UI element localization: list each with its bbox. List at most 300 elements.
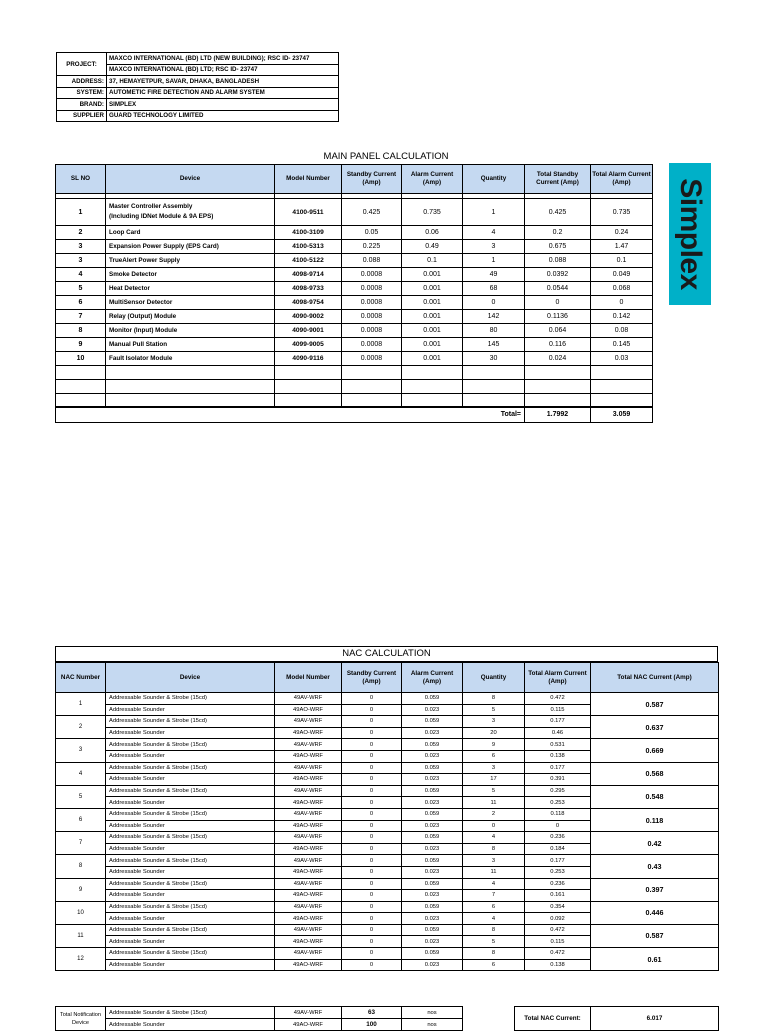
row-total-standby: 0.2: [525, 226, 591, 240]
supplier-value: GUARD TECHNOLOGY LIMITED: [107, 110, 339, 122]
row-model: 4100-9511: [275, 199, 342, 226]
nac-standby: 0: [342, 808, 402, 820]
summary-count-2: 100: [342, 1019, 402, 1031]
empty-cell: [525, 366, 591, 380]
row-device-name: TrueAlert Power Supply: [109, 257, 181, 264]
empty-cell: [275, 380, 342, 394]
row-total-alarm: 1.47: [591, 240, 653, 254]
row-total-standby: 0.024: [525, 352, 591, 366]
nac-device: Addressable Sounder: [106, 820, 275, 832]
empty-cell: [56, 380, 106, 394]
nac-quantity: 8: [463, 924, 525, 936]
nac-number: 1: [56, 693, 106, 716]
main-header-5: Quantity: [463, 165, 525, 194]
nac-quantity: 5: [463, 785, 525, 797]
row-device: [106, 296, 275, 310]
main-header-0: SL NO: [56, 165, 106, 194]
system-value: AUTOMETIC FIRE DETECTION AND ALARM SYSTEM: [107, 87, 339, 99]
nac-total-alarm: 0.253: [525, 797, 591, 809]
nac-alarm: 0.059: [402, 808, 463, 820]
nac-alarm: 0.023: [402, 774, 463, 786]
nac-header-6: Total Alarm Current (Amp): [525, 663, 591, 693]
total-notification-device-label: Total Notification Device: [56, 1007, 106, 1031]
nac-alarm: 0.023: [402, 913, 463, 925]
nac-row: [56, 855, 719, 867]
row-model: 4098-9714: [275, 268, 342, 282]
main-header-4: Alarm Current (Amp): [402, 165, 463, 194]
row-alarm: 0.001: [402, 352, 463, 366]
nac-model: 49AO-WRF: [275, 750, 342, 762]
nac-quantity: 8: [463, 843, 525, 855]
row-sl: 3: [56, 240, 106, 254]
nac-device: Addressable Sounder & Strobe (15cd): [106, 855, 275, 867]
system-label: SYSTEM:: [57, 87, 107, 99]
row-standby: 0.0008: [342, 352, 402, 366]
row-device: [106, 240, 275, 254]
nac-total-current: 0.397: [591, 878, 719, 901]
summary-device-2: Addressable Sounder: [106, 1019, 275, 1031]
total-nac-current-label: Total NAC Current:: [515, 1007, 591, 1031]
main-panel-row: [56, 338, 653, 352]
nac-alarm: 0.059: [402, 901, 463, 913]
main-panel-total-row: [55, 406, 653, 423]
row-device-name: Smoke Detector: [109, 271, 157, 278]
row-standby: 0.225: [342, 240, 402, 254]
main-panel-header-row: [56, 165, 653, 194]
row-total-standby: 0.0544: [525, 282, 591, 296]
row-device-name: Loop Card: [109, 229, 141, 236]
empty-cell: [591, 366, 653, 380]
nac-model: 49AO-WRF: [275, 913, 342, 925]
nac-standby: 0: [342, 913, 402, 925]
row-device-name: Master Controller Assembly: [109, 203, 193, 210]
nac-quantity: 17: [463, 774, 525, 786]
nac-total-alarm: 0.138: [525, 750, 591, 762]
nac-quantity: 20: [463, 727, 525, 739]
row-total-alarm: 0.142: [591, 310, 653, 324]
row-total-alarm: 0.735: [591, 199, 653, 226]
row-device-note: (Including IDNet Module & 9A EPS): [109, 213, 214, 220]
nac-row: [56, 878, 719, 890]
nac-total-alarm: 0.177: [525, 716, 591, 728]
row-model: 4090-9116: [275, 352, 342, 366]
row-standby: 0.05: [342, 226, 402, 240]
nac-model: 49AV-WRF: [275, 855, 342, 867]
nac-standby: 0: [342, 750, 402, 762]
nac-total-alarm: 0.177: [525, 855, 591, 867]
row-total-alarm: 0.24: [591, 226, 653, 240]
row-total-standby: 0.116: [525, 338, 591, 352]
row-model: 4099-9005: [275, 338, 342, 352]
nac-row: [56, 808, 719, 820]
row-total-standby: 0.425: [525, 199, 591, 226]
row-sl: 7: [56, 310, 106, 324]
nac-total-current: 0.568: [591, 762, 719, 785]
row-device-name: Manual Pull Station: [109, 341, 168, 348]
main-panel-row: [56, 296, 653, 310]
total-standby-value: 1.7992: [525, 407, 591, 423]
nac-total-alarm: 0.236: [525, 832, 591, 844]
nac-device: Addressable Sounder: [106, 704, 275, 716]
nac-alarm: 0.023: [402, 704, 463, 716]
total-alarm-value: 3.059: [591, 407, 653, 423]
summary-unit-2: nos: [402, 1019, 463, 1031]
nac-standby: 0: [342, 797, 402, 809]
nac-quantity: 3: [463, 855, 525, 867]
nac-model: 49AO-WRF: [275, 936, 342, 948]
nac-standby: 0: [342, 866, 402, 878]
nac-total-alarm: 0.46: [525, 727, 591, 739]
nac-number: 10: [56, 901, 106, 924]
nac-alarm: 0.059: [402, 693, 463, 705]
row-standby: 0.0008: [342, 338, 402, 352]
main-header-7: Total Alarm Current (Amp): [591, 165, 653, 194]
empty-cell: [106, 366, 275, 380]
nac-model: 49AV-WRF: [275, 785, 342, 797]
nac-number: 8: [56, 855, 106, 878]
nac-total-alarm: 0.092: [525, 913, 591, 925]
nac-number: 12: [56, 948, 106, 971]
nac-device: Addressable Sounder & Strobe (15cd): [106, 924, 275, 936]
nac-total-alarm: 0: [525, 820, 591, 832]
main-panel-row: [56, 324, 653, 338]
row-total-standby: 0.675: [525, 240, 591, 254]
nac-alarm: 0.023: [402, 843, 463, 855]
row-sl: 2: [56, 226, 106, 240]
nac-number: 3: [56, 739, 106, 762]
nac-quantity: 8: [463, 693, 525, 705]
row-sl: 10: [56, 352, 106, 366]
nac-header-1: Device: [106, 663, 275, 693]
nac-device: Addressable Sounder: [106, 936, 275, 948]
nac-total-alarm: 0.118: [525, 808, 591, 820]
nac-device: Addressable Sounder: [106, 959, 275, 971]
nac-alarm: 0.059: [402, 832, 463, 844]
nac-total-alarm: 0.161: [525, 890, 591, 902]
row-quantity: 1: [463, 199, 525, 226]
row-total-standby: 0: [525, 296, 591, 310]
nac-standby: 0: [342, 890, 402, 902]
empty-row: [56, 380, 653, 394]
nac-quantity: 11: [463, 797, 525, 809]
row-alarm: 0.49: [402, 240, 463, 254]
nac-total-alarm: 0.472: [525, 948, 591, 960]
row-total-standby: 0.064: [525, 324, 591, 338]
main-header-6: Total Standby Current (Amp): [525, 165, 591, 194]
main-panel-row: [56, 352, 653, 366]
nac-total-current: 0.61: [591, 948, 719, 971]
nac-standby: 0: [342, 739, 402, 751]
main-header-3: Standby Current (Amp): [342, 165, 402, 194]
nac-standby: 0: [342, 901, 402, 913]
nac-alarm: 0.023: [402, 820, 463, 832]
row-device-name: Fault Isolator Module: [109, 355, 173, 362]
nac-total-alarm: 0.184: [525, 843, 591, 855]
row-quantity: 1: [463, 254, 525, 268]
row-alarm: 0.06: [402, 226, 463, 240]
nac-model: 49AV-WRF: [275, 693, 342, 705]
row-device: [106, 310, 275, 324]
empty-cell: [342, 366, 402, 380]
nac-model: 49AV-WRF: [275, 901, 342, 913]
brand-value: SIMPLEX: [107, 99, 339, 111]
main-panel-row: [56, 226, 653, 240]
row-alarm: 0.1: [402, 254, 463, 268]
row-total-standby: 0.088: [525, 254, 591, 268]
row-alarm: 0.001: [402, 296, 463, 310]
nac-total-alarm: 0.472: [525, 924, 591, 936]
nac-alarm: 0.059: [402, 785, 463, 797]
nac-model: 49AO-WRF: [275, 820, 342, 832]
summary-model-1: 49AV-WRF: [275, 1007, 342, 1019]
nac-device: Addressable Sounder & Strobe (15cd): [106, 716, 275, 728]
main-panel-row: [56, 199, 653, 226]
nac-quantity: 4: [463, 913, 525, 925]
row-device-name: Heat Detector: [109, 285, 150, 292]
nac-quantity: 4: [463, 832, 525, 844]
nac-device: Addressable Sounder & Strobe (15cd): [106, 832, 275, 844]
row-total-standby: 0.0392: [525, 268, 591, 282]
nac-standby: 0: [342, 727, 402, 739]
row-device: [106, 324, 275, 338]
nac-standby: 0: [342, 762, 402, 774]
nac-alarm: 0.059: [402, 762, 463, 774]
nac-number: 5: [56, 785, 106, 808]
nac-device: Addressable Sounder: [106, 750, 275, 762]
nac-standby: 0: [342, 785, 402, 797]
main-panel-row: [56, 310, 653, 324]
nac-quantity: 5: [463, 936, 525, 948]
row-total-alarm: 0.049: [591, 268, 653, 282]
row-quantity: 142: [463, 310, 525, 324]
summary-spacer: [463, 1007, 515, 1031]
main-panel-row: [56, 282, 653, 296]
nac-device: Addressable Sounder: [106, 774, 275, 786]
empty-cell: [56, 366, 106, 380]
total-nac-current-value: 6.017: [591, 1007, 719, 1031]
row-alarm: 0.001: [402, 268, 463, 282]
nac-total-current: 0.669: [591, 739, 719, 762]
nac-row: [56, 901, 719, 913]
nac-alarm: 0.023: [402, 959, 463, 971]
row-model: 4090-9002: [275, 310, 342, 324]
nac-alarm: 0.023: [402, 866, 463, 878]
summary-model-2: 49AO-WRF: [275, 1019, 342, 1031]
nac-number: 2: [56, 716, 106, 739]
nac-standby: 0: [342, 878, 402, 890]
nac-total-alarm: 0.177: [525, 762, 591, 774]
row-model: 4100-3109: [275, 226, 342, 240]
nac-device: Addressable Sounder: [106, 727, 275, 739]
nac-alarm: 0.059: [402, 716, 463, 728]
row-quantity: 4: [463, 226, 525, 240]
nac-total-alarm: 0.253: [525, 866, 591, 878]
nac-quantity: 6: [463, 750, 525, 762]
row-device: [106, 226, 275, 240]
row-standby: 0.0008: [342, 310, 402, 324]
nac-quantity: 5: [463, 704, 525, 716]
empty-cell: [402, 380, 463, 394]
project-info-table: [56, 52, 339, 122]
row-model: 4098-9733: [275, 282, 342, 296]
nac-model: 49AV-WRF: [275, 739, 342, 751]
nac-quantity: 8: [463, 948, 525, 960]
nac-quantity: 7: [463, 890, 525, 902]
nac-number: 6: [56, 808, 106, 831]
row-quantity: 49: [463, 268, 525, 282]
nac-standby: 0: [342, 936, 402, 948]
nac-standby: 0: [342, 924, 402, 936]
nac-total-current: 0.446: [591, 901, 719, 924]
nac-alarm: 0.059: [402, 878, 463, 890]
nac-model: 49AO-WRF: [275, 727, 342, 739]
nac-model: 49AO-WRF: [275, 866, 342, 878]
nac-model: 49AV-WRF: [275, 808, 342, 820]
nac-header-0: NAC Number: [56, 663, 106, 693]
row-alarm: 0.735: [402, 199, 463, 226]
nac-standby: 0: [342, 959, 402, 971]
row-alarm: 0.001: [402, 324, 463, 338]
nac-total-alarm: 0.295: [525, 785, 591, 797]
nac-standby: 0: [342, 855, 402, 867]
row-alarm: 0.001: [402, 338, 463, 352]
nac-device: Addressable Sounder & Strobe (15cd): [106, 808, 275, 820]
nac-total-alarm: 0.138: [525, 959, 591, 971]
empty-cell: [525, 380, 591, 394]
row-alarm: 0.001: [402, 282, 463, 296]
nac-standby: 0: [342, 948, 402, 960]
nac-total-current: 0.548: [591, 785, 719, 808]
empty-cell: [591, 380, 653, 394]
project-line-1: MAXCO INTERNATIONAL (BD) LTD (NEW BUILDING); RSC ID- 23747: [107, 53, 339, 65]
nac-device: Addressable Sounder: [106, 843, 275, 855]
row-device: [106, 199, 275, 226]
row-quantity: 80: [463, 324, 525, 338]
nac-standby: 0: [342, 716, 402, 728]
nac-total-alarm: 0.115: [525, 936, 591, 948]
row-sl: 6: [56, 296, 106, 310]
nac-total-alarm: 0.531: [525, 739, 591, 751]
nac-model: 49AV-WRF: [275, 716, 342, 728]
nac-title: NAC CALCULATION: [55, 646, 718, 662]
simplex-logo: [669, 163, 711, 305]
nac-quantity: 6: [463, 959, 525, 971]
row-model: 4090-9001: [275, 324, 342, 338]
row-standby: 0.425: [342, 199, 402, 226]
row-sl: 3: [56, 254, 106, 268]
summary-unit-1: nos: [402, 1007, 463, 1019]
empty-cell: [463, 380, 525, 394]
nac-model: 49AV-WRF: [275, 948, 342, 960]
row-standby: 0.088: [342, 254, 402, 268]
nac-row: [56, 762, 719, 774]
row-total-alarm: 0: [591, 296, 653, 310]
row-quantity: 0: [463, 296, 525, 310]
nac-header-5: Quantity: [463, 663, 525, 693]
row-device: [106, 268, 275, 282]
nac-row: [56, 785, 719, 797]
nac-total-current: 0.118: [591, 808, 719, 831]
nac-row: [56, 739, 719, 751]
empty-cell: [275, 366, 342, 380]
nac-number: 7: [56, 832, 106, 855]
nac-device: Addressable Sounder & Strobe (15cd): [106, 878, 275, 890]
simplex-logo-text: Simplex: [674, 178, 707, 290]
row-standby: 0.0008: [342, 268, 402, 282]
summary-device-1: Addressable Sounder & Strobe (15cd): [106, 1007, 275, 1019]
empty-cell: [463, 366, 525, 380]
empty-cell: [106, 380, 275, 394]
main-panel-row: [56, 268, 653, 282]
row-total-alarm: 0.145: [591, 338, 653, 352]
row-device: [106, 282, 275, 296]
nac-total-alarm: 0.472: [525, 693, 591, 705]
row-sl: 8: [56, 324, 106, 338]
nac-alarm: 0.059: [402, 948, 463, 960]
row-quantity: 3: [463, 240, 525, 254]
nac-model: 49AO-WRF: [275, 890, 342, 902]
nac-alarm: 0.023: [402, 727, 463, 739]
row-alarm: 0.001: [402, 310, 463, 324]
total-label: Total=: [56, 407, 525, 423]
nac-row: [56, 693, 719, 705]
nac-alarm: 0.023: [402, 890, 463, 902]
nac-quantity: 6: [463, 901, 525, 913]
nac-total-current: 0.637: [591, 716, 719, 739]
empty-cell: [402, 366, 463, 380]
main-panel-row: [56, 240, 653, 254]
nac-standby: 0: [342, 832, 402, 844]
nac-model: 49AV-WRF: [275, 762, 342, 774]
nac-alarm: 0.059: [402, 739, 463, 751]
main-header-1: Device: [106, 165, 275, 194]
nac-header-3: Standby Current (Amp): [342, 663, 402, 693]
nac-device: Addressable Sounder & Strobe (15cd): [106, 739, 275, 751]
nac-model: 49AO-WRF: [275, 797, 342, 809]
row-model: 4098-9754: [275, 296, 342, 310]
nac-device: Addressable Sounder & Strobe (15cd): [106, 785, 275, 797]
row-total-standby: 0.1136: [525, 310, 591, 324]
summary-count-1: 63: [342, 1007, 402, 1019]
nac-row: [56, 924, 719, 936]
empty-row: [56, 366, 653, 380]
nac-number: 4: [56, 762, 106, 785]
row-device-name: Monitor (Input) Module: [109, 327, 178, 334]
nac-model: 49AO-WRF: [275, 774, 342, 786]
nac-number: 11: [56, 924, 106, 947]
row-sl: 5: [56, 282, 106, 296]
brand-label: BRAND:: [57, 99, 107, 111]
nac-row: [56, 948, 719, 960]
nac-header-2: Model Number: [275, 663, 342, 693]
nac-total-current: 0.43: [591, 855, 719, 878]
nac-device: Addressable Sounder & Strobe (15cd): [106, 948, 275, 960]
nac-device: Addressable Sounder: [106, 866, 275, 878]
nac-table: [55, 662, 719, 971]
nac-total-current: 0.42: [591, 832, 719, 855]
nac-model: 49AO-WRF: [275, 704, 342, 716]
project-line-2: MAXCO INTERNATIONAL (BD) LTD; RSC ID- 23747: [107, 64, 339, 76]
nac-alarm: 0.023: [402, 797, 463, 809]
nac-standby: 0: [342, 843, 402, 855]
address-value: 37, HEMAYETPUR, SAVAR, DHAKA, BANGLADESH: [107, 76, 339, 88]
main-panel-row: [56, 254, 653, 268]
main-header-2: Model Number: [275, 165, 342, 194]
nac-quantity: 4: [463, 878, 525, 890]
row-device: [106, 352, 275, 366]
nac-quantity: 11: [463, 866, 525, 878]
row-standby: 0.0008: [342, 296, 402, 310]
